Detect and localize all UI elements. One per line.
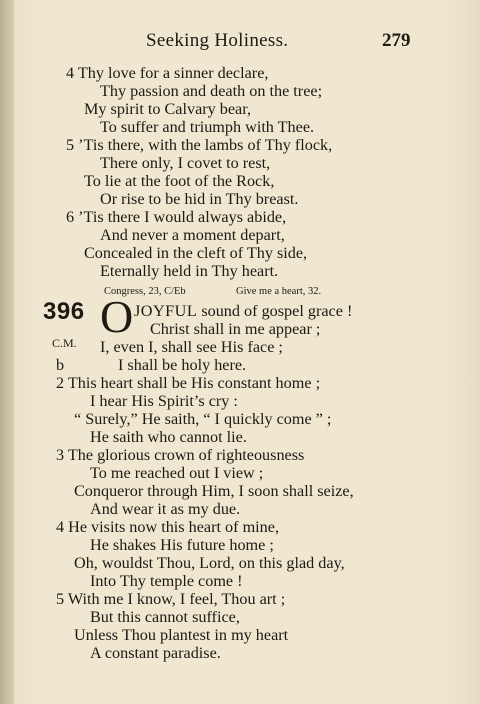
binding-gutter: [0, 0, 14, 704]
verse-line: Thy passion and death on the tree;: [100, 82, 323, 100]
verse-number: 5: [56, 590, 65, 608]
verse-number: 6: [66, 208, 75, 226]
verse-line: Oh, wouldst Thou, Lord, on this glad day,: [74, 554, 345, 572]
tune-info: Congress, 23, C/Eb: [104, 286, 186, 297]
verse-line: Or rise to be hid in Thy breast.: [100, 190, 299, 208]
drop-cap: O: [100, 291, 134, 342]
verse-line: He shakes His future home ;: [90, 536, 274, 554]
verse-line: To me reached out I view ;: [90, 464, 264, 482]
verse-line: Unless Thou plantest in my heart: [74, 626, 289, 644]
verse-line: Concealed in the cleft of Thy side,: [84, 244, 308, 262]
verse-number: 5: [66, 136, 75, 154]
verse-line: JOYFUL sound of gospel grace !: [134, 302, 353, 320]
verse-line: 4 He visits now this heart of mine,: [56, 518, 279, 536]
verse-line: Conqueror through Him, I soon shall seize,: [74, 482, 354, 500]
verse-line: To suffer and triumph with Thee.: [100, 118, 315, 136]
verse-line: To lie at the foot of the Rock,: [84, 172, 275, 190]
tune-alternate: Give me a heart, 32.: [236, 286, 322, 297]
verse-line: My spirit to Calvary bear,: [84, 100, 252, 118]
verse-line: 6 ’Tis there I would always abide,: [66, 208, 287, 226]
verse-line: And never a moment depart,: [100, 226, 285, 244]
verse-line: I shall be holy here.: [118, 356, 247, 374]
verse-line: Into Thy temple come !: [90, 572, 243, 590]
verse-line: “ Surely,” He saith, “ I quickly come ” ;: [74, 410, 332, 428]
verse-line: I, even I, shall see His face ;: [100, 338, 283, 356]
verse-line: 5 With me I know, I feel, Thou art ;: [56, 590, 286, 608]
verse-line: 2 This heart shall be His constant home ;: [56, 374, 321, 392]
verse-number: 4: [66, 64, 75, 82]
first-word: JOYFUL: [134, 302, 198, 320]
verse-line: Christ shall in me appear ;: [150, 320, 321, 338]
verse-number: 2: [56, 374, 65, 392]
page-header-title: Seeking Holiness.: [146, 30, 289, 51]
verse-line: But this cannot suffice,: [90, 608, 240, 626]
verse-line: A constant paradise.: [90, 644, 221, 662]
verse-line: I hear His Spirit’s cry :: [90, 392, 238, 410]
verse-line: He saith who cannot lie.: [90, 428, 247, 446]
key-mark: b: [56, 356, 65, 374]
hymn-number: 396: [43, 298, 85, 325]
verse-line: 4 Thy love for a sinner declare,: [66, 64, 269, 82]
verse-number: 4: [56, 518, 65, 536]
verse-line: There only, I covet to rest,: [100, 154, 271, 172]
verse-line: And wear it as my due.: [90, 500, 241, 518]
verse-line: Eternally held in Thy heart.: [100, 262, 279, 280]
page-number: 279: [382, 30, 411, 51]
meter-mark: C.M.: [52, 336, 77, 350]
verse-number: 3: [56, 446, 65, 464]
verse-line: 5 ’Tis there, with the lambs of Thy flock,: [66, 136, 333, 154]
verse-line: 3 The glorious crown of righteousness: [56, 446, 305, 464]
